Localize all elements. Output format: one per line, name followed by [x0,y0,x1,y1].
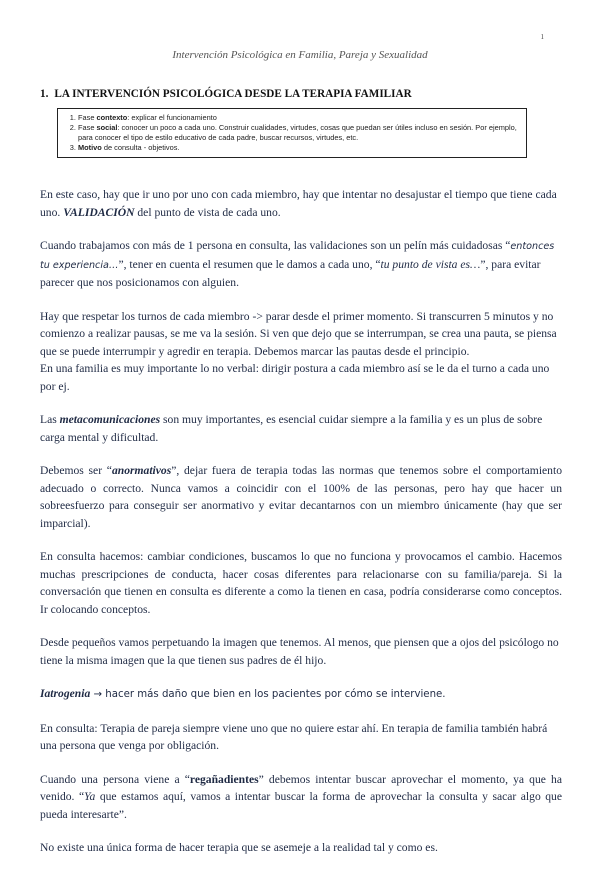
phase-item-social [78,123,520,143]
section-title-text: LA INTERVENCIÓN PSICOLÓGICA DESDE LA TERAPIA FAMILIAR [54,88,412,100]
paragraph-nonverbal: En una familia es muy importante lo no verbal: dirigir postura a cada miembro así se le da el turno a cada uno por ej. [40,362,550,393]
phase-text: : explicar el funcionamiento [127,113,217,122]
phase-list [64,113,520,153]
phase-term: social [96,123,118,132]
paragraph-turns: Hay que respetar los turnos de cada miembro -> parar desde el primer momento. Si transcurren 5 minutos y no comienzo a realizar pausas, se me va la sesión. Si ven que dejo que se interrumpan, se crea una pauta, se piensa que se puede interrumpir y agredir en terapia. Debemos marcar las pautas desde el principio. [40,309,557,358]
quote-point-of-view: tu punto de vista es… [380,257,481,271]
phase-box [57,108,527,158]
paragraph-no-single-way: No existe una única forma de hacer terapia que se asemeje a la realidad tal y como es. [40,841,438,854]
section-title [40,88,412,100]
emphasis-iatrogenia: Iatrogenia [40,687,91,700]
emphasis-anormativos: anormativos [111,464,172,477]
emphasis-metacomunicaciones: metacomunicaciones [59,413,161,426]
paragraph-metacommunication: Las metacomunicaciones son muy importantes, es esencial cuidar siempre a la familia y es un plus de sobre carga mental y dificultad. [40,413,543,444]
paragraph-image: Desde pequeños vamos perpetuando la imagen que tenemos. Al menos, que piensen que a ojos del psicólogo no tiene la misma imagen que la que tienen sus padres de él hijo. [40,636,559,667]
paragraph-reluctant: Cuando una persona viene a “regañadientes” debemos intentar buscar aprovechar el momento, ya que ha venido. “Ya que estamos aquí, vamos a intentar buscar la forma de aprovechar la consulta y sacar algo que pueda interesarte”. [40,772,562,821]
quote-experience: entonces tu experiencia… [40,241,555,271]
phase-text: : conocer un poco a cada uno. Construir cualidades, virtudes, cosas que puedan ser útiles incluso en sesión. Por ejemplo, para conocer el tipo de estilo educativo de cada padre, buscar recursos, virtudes, etc. [78,123,517,142]
page-number: 1 [540,33,544,41]
phase-item-context [78,113,520,123]
phase-term: contexto [96,113,128,122]
paragraph-consultation: En consulta hacemos: cambiar condiciones, buscamos lo que no funciona y provocamos el cambio. Hacemos muchas prescripciones de conducta, hacer cosas diferentes para relacionarse con su familia/pareja. Si la conversación que tienen en consulta es diferente a como la tienen en casa, podría considerarse como conceptos. Ir colocando conceptos. [40,550,562,616]
running-header: Intervención Psicológica en Familia, Pareja y Sexualidad [172,49,428,61]
phase-prefix: Fase [78,123,97,132]
paragraph-couple-therapy: En consulta: Terapia de pareja siempre viene uno que no quiere estar ahí. En terapia de familia también habrá una persona que venga por obligación. [40,721,548,752]
paragraph-anormative: Debemos ser “anormativos”, dejar fuera de terapia todas las normas que tenemos sobre el comportamiento adecuado o correcto. Nunca vamos a coincidir con el 100% de las personas, pero hay que hacer un sobreesfuerzo para conseguir ser anormativo y evitar decantarnos con un miembro únicamente (hay que ser imparcial). [40,464,562,530]
emphasis-validacion: VALIDACIÓN [63,205,135,219]
phase-text: de consulta - objetivos. [101,143,180,152]
section-number: 1. [40,88,49,100]
phase-item-motive [78,143,520,153]
paragraph-validations-care: Cuando trabajamos con más de 1 persona en consulta, las validaciones son un pelín más cuidadosas “entonces tu experiencia…”, tener en cuenta el resumen que le damos a cada uno, “tu punto de vista es…”, para evitar parecer que nos posicionamos con alguien. [40,239,555,289]
phase-prefix: Fase [78,113,97,122]
paragraph-iatrogenia: Iatrogenia → hacer más daño que bien en los pacientes por cómo se interviene. [40,687,446,700]
paragraph-validation: En este caso, hay que ir uno por uno con cada miembro, hay que intentar no desajustar el tiempo que tiene cada uno. VALIDACIÓN del punto de vista de cada uno. [40,188,557,219]
phase-term: Motivo [78,143,102,152]
document-body [40,186,562,873]
emphasis-reganadientes: regañadientes [189,772,259,786]
